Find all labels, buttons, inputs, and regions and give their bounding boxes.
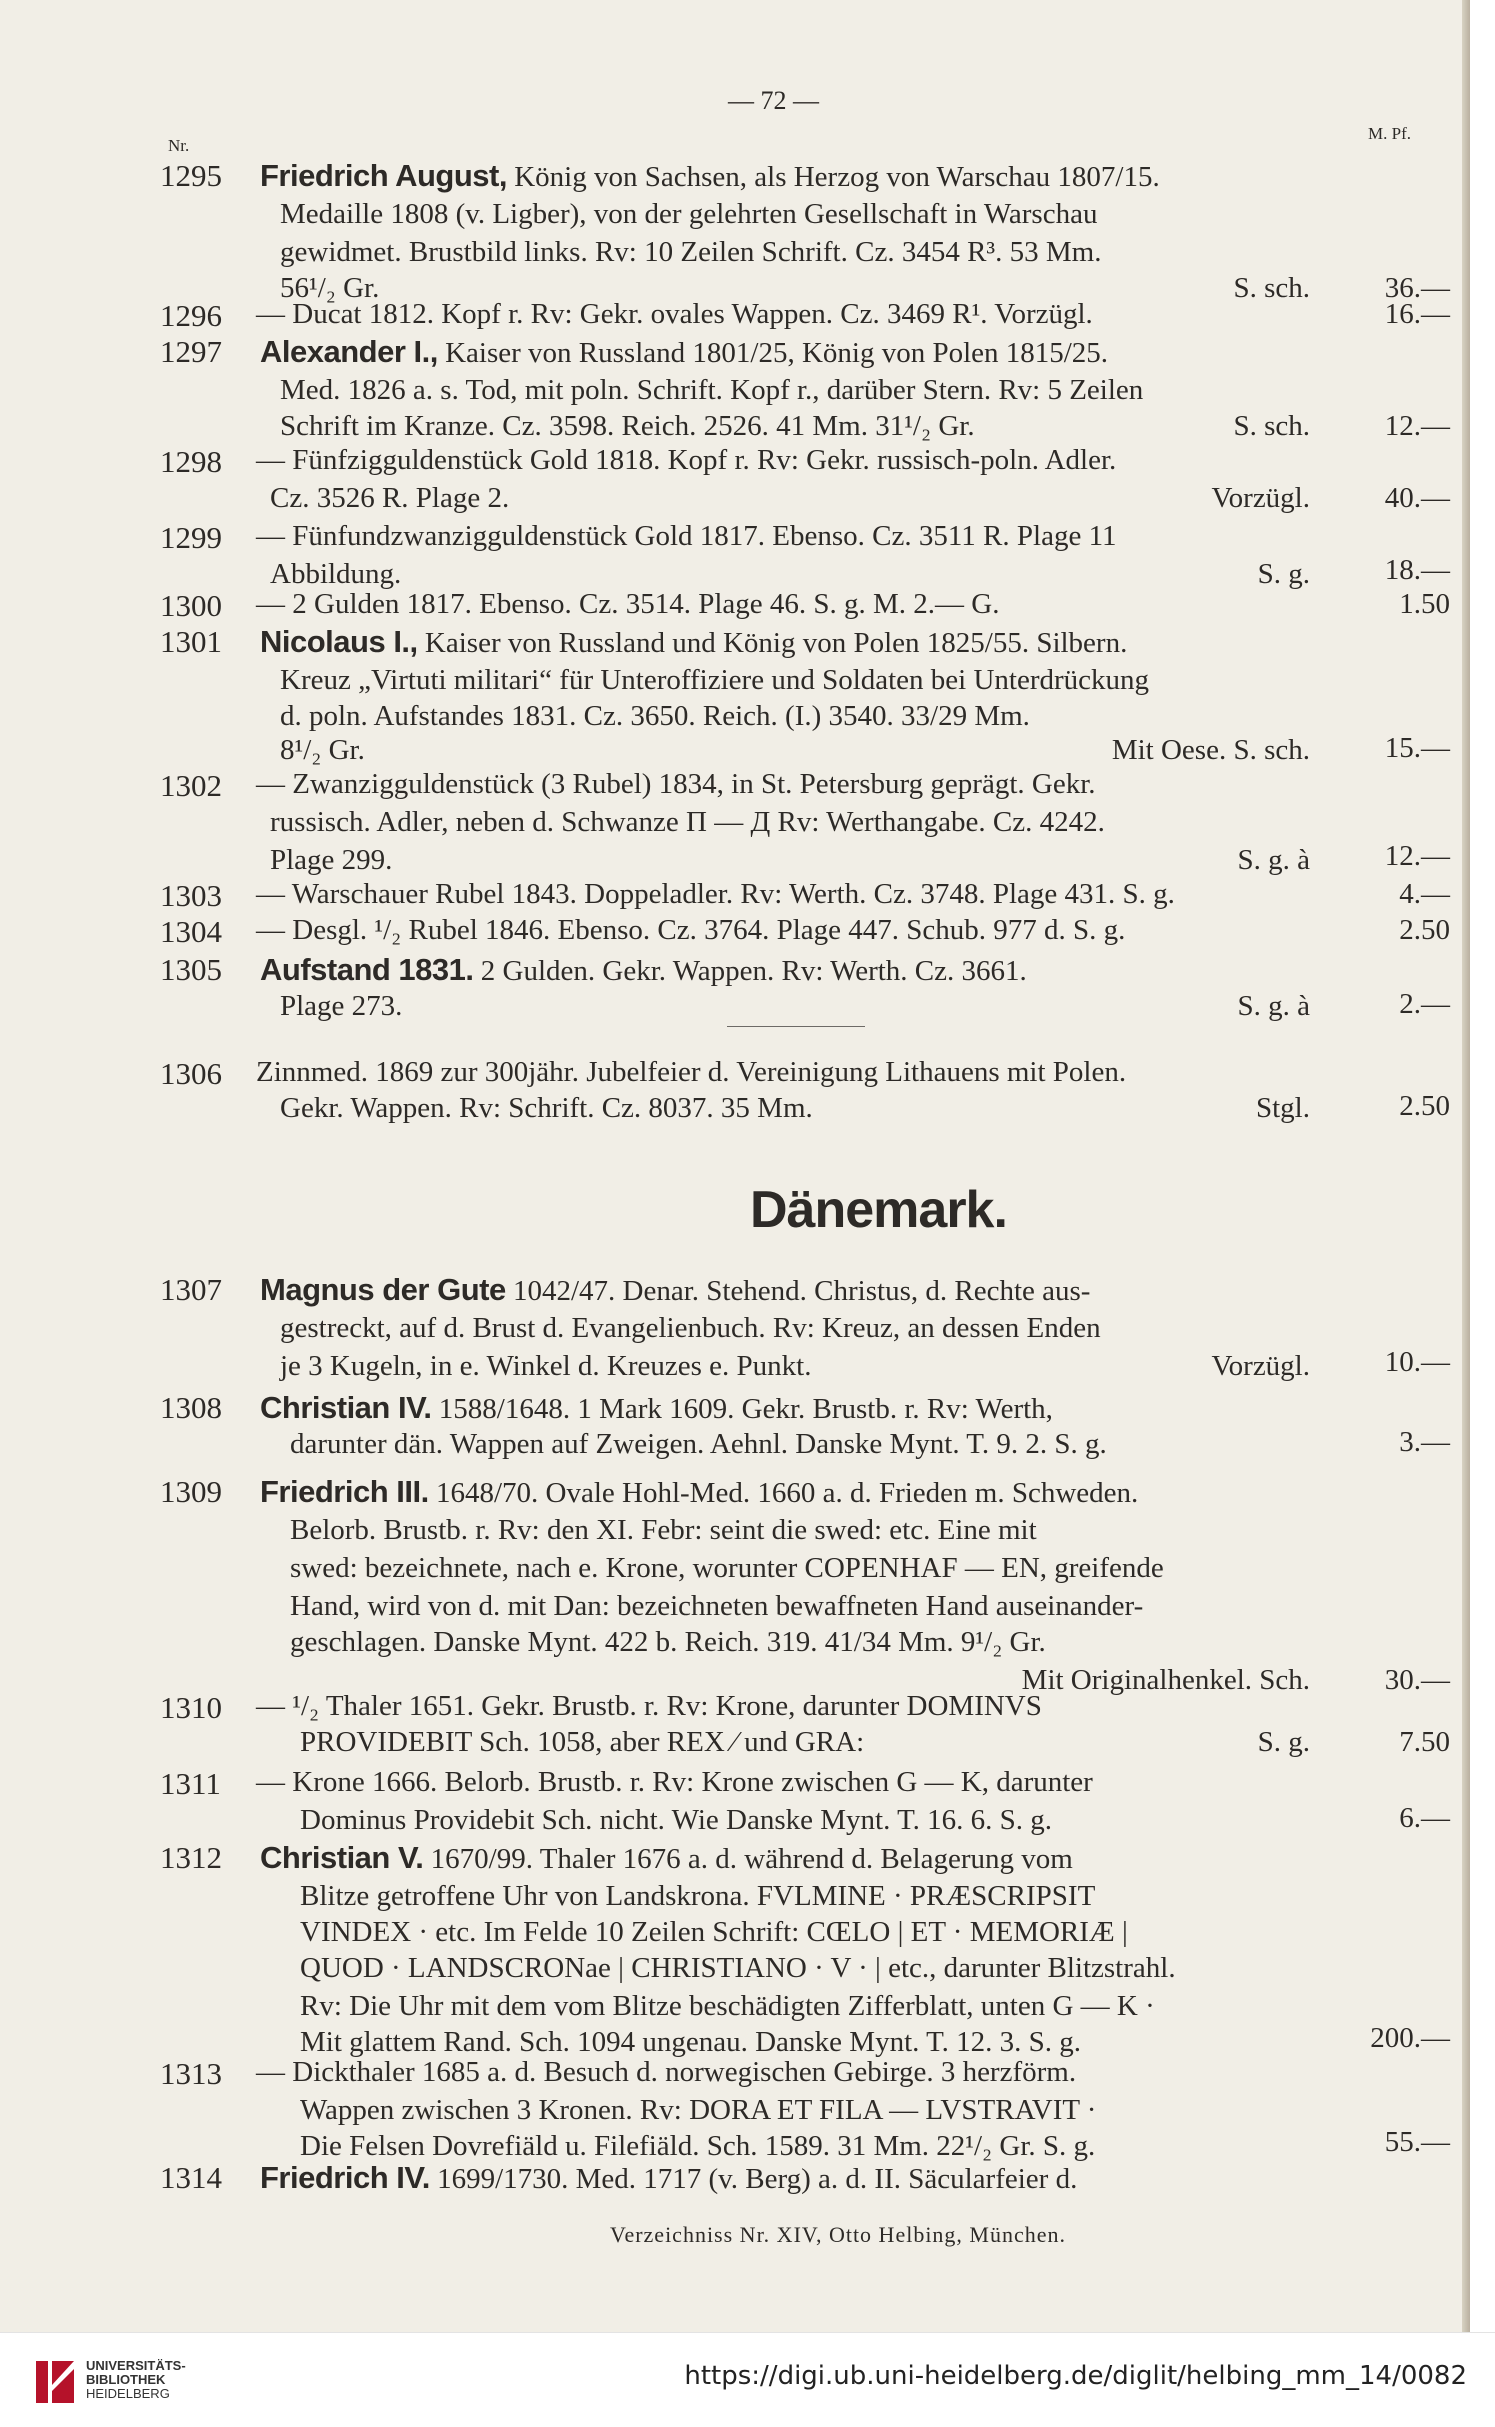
entry-keyword: Friedrich IV. [260, 2160, 430, 2195]
catalog-entry [160, 1272, 1450, 1382]
entry-line [260, 624, 1330, 660]
entry-line [290, 1552, 1330, 1585]
entry-price: 40.— [1384, 482, 1450, 514]
entry-condition: S. g. [1257, 558, 1310, 590]
section-title: Dänemark. [750, 1181, 1007, 1239]
entry-text: Plage 273. [280, 990, 403, 1022]
entry-number: 1308 [160, 1390, 222, 1425]
entry-line [260, 1390, 1330, 1426]
entry-line [300, 1726, 1310, 1759]
catalog-entry [160, 1690, 1450, 1758]
entry-line [300, 1880, 1330, 1913]
entry-line [260, 1840, 1330, 1876]
entry-price: 200.— [1370, 2022, 1450, 2054]
entry-keyword: Nicolaus I., [260, 624, 418, 659]
catalog-entry [160, 2160, 1450, 2195]
column-label-price: M. Pf. [1368, 124, 1411, 143]
entry-line [280, 700, 1330, 733]
entry-line [256, 588, 1330, 621]
catalog-entry [160, 2056, 1450, 2162]
entry-line [300, 2094, 1330, 2127]
entry-line [280, 990, 1310, 1023]
entry-text: Die Felsen Dovrefiäld u. Filefiäld. Sch. 1589. 31 Mm. 22¹/₂ Gr. S. g. [300, 2130, 1096, 2162]
entry-line [256, 1056, 1330, 1089]
entry-text: Dominus Providebit Sch. nicht. Wie Danske Mynt. T. 16. 6. S. g. [300, 1804, 1053, 1836]
entry-number: 1312 [160, 1840, 222, 1875]
page-number: — 72 — [728, 86, 819, 115]
entry-line [280, 734, 1310, 767]
catalog-entry [160, 768, 1450, 876]
entry-line [290, 1590, 1330, 1623]
library-logo-icon [34, 2359, 76, 2405]
entry-line [270, 844, 1310, 877]
catalog-entry [160, 1056, 1450, 1124]
logo-line-2: BIBLIOTHEK [86, 2372, 166, 2387]
entry-number: 1302 [160, 768, 222, 803]
entry-number: 1296 [160, 298, 222, 333]
entry-text: geschlagen. Danske Mynt. 422 b. Reich. 319. 41/34 Mm. 9¹/₂ Gr. [290, 1626, 1046, 1658]
catalog-entry [160, 588, 1450, 623]
entry-price: 2.— [1399, 988, 1450, 1020]
entry-number: 1303 [160, 878, 222, 913]
entry-condition: Mit Oese. S. sch. [1111, 734, 1310, 766]
entry-line [280, 1092, 1310, 1125]
entry-text: 1670/99. Thaler 1676 a. d. während d. Belagerung vom [423, 1843, 1073, 1875]
entry-text: Rv: Die Uhr mit dem vom Blitze beschädigten Zifferblatt, unten G — K · [300, 1990, 1155, 2022]
entry-number: 1307 [160, 1272, 222, 1307]
entry-price: 12.— [1384, 840, 1450, 872]
entry-text: Belorb. Brustb. r. Rv: den XI. Febr: seint die swed: etc. Eine mit [290, 1514, 1037, 1546]
entry-condition: S. g. à [1237, 844, 1310, 876]
entry-text: Cz. 3526 R. Plage 2. [270, 482, 510, 514]
entry-condition: Mit Originalhenkel. Sch. [1021, 1664, 1310, 1696]
entry-text: — Dickthaler 1685 a. d. Besuch d. norwegischen Gebirge. 3 herzförm. [256, 2056, 1077, 2088]
entry-text: Blitze getroffene Uhr von Landskrona. FVLMINE · PRÆSCRIPSIT [300, 1880, 1096, 1912]
entry-line [256, 2056, 1330, 2089]
entry-condition: S. sch. [1233, 410, 1310, 442]
entry-line [280, 236, 1330, 269]
entry-text: Kaiser von Russland 1801/25, König von Polen 1815/25. [437, 337, 1109, 369]
entry-keyword: Christian IV. [260, 1390, 432, 1425]
entry-text: — ¹/₂ Thaler 1651. Gekr. Brustb. r. Rv: Krone, darunter DOMINVS [256, 1690, 1042, 1722]
entry-line [270, 558, 1310, 591]
entry-number: 1314 [160, 2160, 222, 2195]
catalog-entry [160, 952, 1450, 1022]
entry-line [260, 1474, 1330, 1510]
entry-line [256, 1766, 1330, 1799]
entry-line [300, 2130, 1330, 2163]
entry-price: 36.— [1384, 272, 1450, 304]
permalink-url[interactable]: https://digi.ub.uni-heidelberg.de/diglit/helbing_mm_14/0082 [684, 2361, 1467, 2391]
logo-line-3: HEIDELBERG [86, 2386, 170, 2401]
entry-text: 1648/70. Ovale Hohl-Med. 1660 a. d. Frieden m. Schweden. [428, 1477, 1139, 1509]
catalog-entry [160, 520, 1450, 590]
entry-line [280, 664, 1330, 697]
catalog-entry [160, 878, 1450, 913]
catalog-entry [160, 1474, 1450, 1696]
entry-text: swed: bezeichnete, nach e. Krone, worunter COPENHAF — EN, greifende [290, 1552, 1164, 1584]
entry-text: — Krone 1666. Belorb. Brustb. r. Rv: Krone zwischen G — K, darunter [256, 1766, 1093, 1798]
entry-line [300, 1916, 1330, 1949]
entry-text: Wappen zwischen 3 Kronen. Rv: DORA ET FILA — LVSTRAVIT · [300, 2094, 1097, 2126]
catalog-footer: Verzeichniss Nr. XIV, Otto Helbing, München. [610, 2222, 1067, 2247]
entry-price: 55.— [1384, 2126, 1450, 2158]
entry-text: — Fünfzigguldenstück Gold 1818. Kopf r. Rv: Gekr. russisch-poln. Adler. [256, 444, 1117, 476]
entry-number: 1309 [160, 1474, 222, 1509]
entry-number: 1300 [160, 588, 222, 623]
entry-price: 16.— [1384, 298, 1450, 330]
entry-text: gestreckt, auf d. Brust d. Evangelienbuch. Rv: Kreuz, an dessen Enden [280, 1312, 1101, 1344]
entry-line [260, 2160, 1330, 2196]
entry-text: 1699/1730. Med. 1717 (v. Berg) a. d. II. Säcularfeier d. [429, 2163, 1078, 2195]
entry-text: — 2 Gulden 1817. Ebenso. Cz. 3514. Plage 46. S. g. M. 2.— G. [256, 588, 1000, 620]
entry-line [280, 374, 1330, 407]
entry-number: 1295 [160, 158, 222, 193]
entry-line [280, 1312, 1330, 1345]
catalog-entry [160, 158, 1450, 304]
entry-number: 1306 [160, 1056, 222, 1091]
entry-text: Kaiser von Russland und König von Polen 1825/55. Silbern. [417, 627, 1128, 659]
entry-line [260, 334, 1330, 370]
entry-line [260, 952, 1330, 988]
entry-text: — Zwanzigguldenstück (3 Rubel) 1834, in St. Petersburg geprägt. Gekr. [256, 768, 1096, 800]
entry-price: 12.— [1384, 410, 1450, 442]
entry-number: 1304 [160, 914, 222, 949]
catalog-entry [160, 914, 1450, 949]
entry-line [256, 444, 1330, 477]
entry-line [290, 1626, 1330, 1659]
entry-line [290, 1514, 1330, 1547]
entry-line [256, 298, 1330, 331]
entry-line [256, 1690, 1330, 1723]
entry-keyword: Christian V. [260, 1840, 424, 1875]
entry-condition: Vorzügl. [1211, 1350, 1310, 1382]
entry-text: Hand, wird von d. mit Dan: bezeichneten bewaffneten Hand auseinander- [290, 1590, 1144, 1622]
entry-text: 1588/1648. 1 Mark 1609. Gekr. Brustb. r. Rv: Werth, [431, 1393, 1053, 1425]
entry-text: russisch. Adler, neben d. Schwanze П — Д Rv: Werthangabe. Cz. 4242. [270, 806, 1105, 838]
entry-text: QUOD · LANDSCRONae | CHRISTIANO · V · | etc., darunter Blitzstrahl. [300, 1952, 1176, 1984]
entry-text: König von Sachsen, als Herzog von Warschau 1807/15. [506, 161, 1160, 193]
entry-number: 1313 [160, 2056, 222, 2091]
entry-text: Gekr. Wappen. Rv: Schrift. Cz. 8037. 35 Mm. [280, 1092, 813, 1124]
entry-line [300, 1952, 1330, 1985]
entry-line [270, 806, 1330, 839]
entry-price: 1.50 [1399, 588, 1450, 620]
entry-text: Schrift im Kranze. Cz. 3598. Reich. 2526. 41 Mm. 31¹/₂ Gr. [280, 410, 975, 442]
entry-text: — Warschauer Rubel 1843. Doppeladler. Rv: Werth. Cz. 3748. Plage 431. S. g. [256, 878, 1175, 910]
catalog-entry [160, 298, 1450, 333]
entry-line [260, 1272, 1330, 1308]
entry-line [256, 878, 1330, 911]
catalog-entry [160, 1840, 1450, 2058]
entry-keyword: Friedrich III. [260, 1474, 429, 1509]
entry-text: Abbildung. [270, 558, 402, 590]
entry-price: 15.— [1384, 732, 1450, 764]
entry-text: Kreuz „Virtuti militari“ für Unteroffiziere und Soldaten bei Unterdrückung [280, 664, 1150, 696]
entry-text: darunter dän. Wappen auf Zweigen. Aehnl. Danske Mynt. T. 9. 2. S. g. [290, 1428, 1107, 1460]
entry-condition: S. g. [1257, 1726, 1310, 1758]
catalog-entry [160, 1766, 1450, 1836]
entry-text: gewidmet. Brustbild links. Rv: 10 Zeilen Schrift. Cz. 3454 R³. 53 Mm. [280, 236, 1102, 268]
entry-text: Medaille 1808 (v. Ligber), von der gelehrten Gesellschaft in Warschau [280, 198, 1098, 230]
entry-text: VINDEX · etc. Im Felde 10 Zeilen Schrift: CŒLO | ET · MEMORIÆ | [300, 1916, 1128, 1948]
entry-condition: S. sch. [1233, 272, 1310, 304]
catalog-entry [160, 334, 1450, 442]
catalog-entry [160, 1390, 1450, 1460]
entry-line [256, 520, 1330, 553]
entry-number: 1301 [160, 624, 222, 659]
logo-line-1: UNIVERSITÄTS- [86, 2358, 186, 2373]
entry-price: 2.50 [1399, 914, 1450, 946]
entry-text: je 3 Kugeln, in e. Winkel d. Kreuzes e. Punkt. [280, 1350, 812, 1382]
entry-text: — Fünfundzwanzigguldenstück Gold 1817. Ebenso. Cz. 3511 R. Plage 11 [256, 520, 1117, 552]
entry-text: 2 Gulden. Gekr. Wappen. Rv: Werth. Cz. 3661. [473, 955, 1027, 987]
entry-text: 56¹/₂ Gr. [280, 272, 380, 304]
entry-text: d. poln. Aufstandes 1831. Cz. 3650. Reich. (I.) 3540. 33/29 Mm. [280, 700, 1030, 732]
entry-keyword: Friedrich August, [260, 158, 507, 193]
entry-price: 18.— [1384, 554, 1450, 586]
entry-line [280, 1350, 1310, 1383]
entry-price: 30.— [1384, 1664, 1450, 1696]
separator-rule [727, 1026, 865, 1027]
entry-price: 2.50 [1399, 1090, 1450, 1122]
entry-text: 1042/47. Denar. Stehend. Christus, d. Rechte aus- [505, 1275, 1091, 1307]
entry-line [290, 1428, 1330, 1461]
entry-keyword: Magnus der Gute [260, 1272, 506, 1307]
entry-keyword: Aufstand 1831. [260, 952, 474, 987]
entry-line [300, 1804, 1330, 1837]
entry-text: 8¹/₂ Gr. [280, 734, 365, 766]
entry-price: 4.— [1399, 878, 1450, 910]
entry-line [256, 768, 1330, 801]
entry-condition: Vorzügl. [1211, 482, 1310, 514]
entry-line [300, 1990, 1330, 2023]
entry-text: — Desgl. ¹/₂ Rubel 1846. Ebenso. Cz. 3764. Plage 447. Schub. 977 d. S. g. [256, 914, 1126, 946]
entry-text: PROVIDEBIT Sch. 1058, aber REX ⁄ und GRA: [300, 1726, 865, 1758]
entry-number: 1297 [160, 334, 222, 369]
library-logo-text [86, 2359, 186, 2401]
entry-number: 1299 [160, 520, 222, 555]
entry-text: Med. 1826 a. s. Tod, mit poln. Schrift. Kopf r., darüber Stern. Rv: 5 Zeilen [280, 374, 1144, 406]
catalog-entry [160, 444, 1450, 514]
entry-line [280, 410, 1310, 443]
entry-line [256, 914, 1330, 947]
entry-price: 6.— [1399, 1802, 1450, 1834]
entry-number: 1311 [160, 1766, 221, 1801]
entry-line [280, 198, 1330, 231]
entry-line [270, 482, 1310, 515]
catalog-entry [160, 624, 1450, 766]
entry-line [260, 158, 1330, 194]
entry-number: 1305 [160, 952, 222, 987]
entry-number: 1298 [160, 444, 222, 479]
entry-number: 1310 [160, 1690, 222, 1725]
entry-text: Zinnmed. 1869 zur 300jähr. Jubelfeier d. Vereinigung Lithauens mit Polen. [256, 1056, 1127, 1088]
entry-price: 10.— [1384, 1346, 1450, 1378]
viewer-bottom-bar [0, 2332, 1495, 2427]
page-edge [1462, 0, 1470, 2332]
entry-keyword: Alexander I., [260, 334, 438, 369]
entry-condition: Stgl. [1256, 1092, 1310, 1124]
entry-condition: S. g. à [1237, 990, 1310, 1022]
entry-price: 7.50 [1399, 1726, 1450, 1758]
entry-text: — Ducat 1812. Kopf r. Rv: Gekr. ovales Wappen. Cz. 3469 R¹. Vorzügl. [256, 298, 1093, 330]
entry-text: Plage 299. [270, 844, 393, 876]
entry-text: Mit glattem Rand. Sch. 1094 ungenau. Danske Mynt. T. 12. 3. S. g. [300, 2026, 1082, 2058]
entry-line [300, 2026, 1330, 2059]
entry-price: 3.— [1399, 1426, 1450, 1458]
column-label-nr: Nr. [168, 136, 190, 155]
